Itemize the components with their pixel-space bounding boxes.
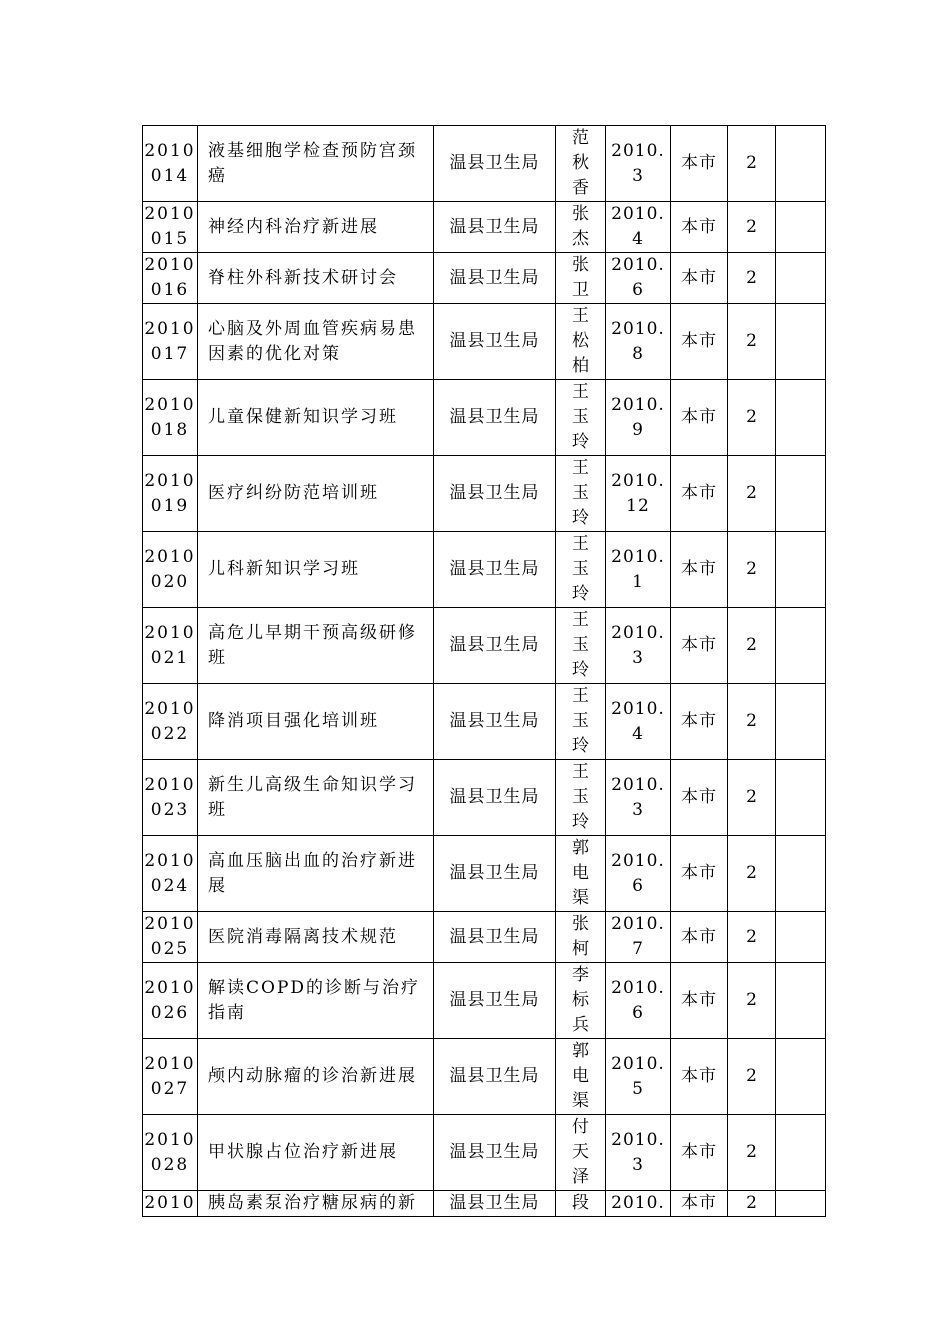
date-month: 4 [632,229,644,249]
date-year: 2010. [611,204,665,224]
project-code-number: 020 [150,571,190,592]
note-cell [776,836,826,912]
scope-cell [671,836,728,912]
project-code-year: 2010 [144,1053,196,1074]
credit-value: 2 [746,926,757,947]
lead-person-name: 段 [572,1193,589,1213]
organizer-name: 温县卫生局 [449,483,540,503]
project-title-cell [198,304,434,380]
organizer-name: 温县卫生局 [449,153,540,173]
credit-cell [728,836,776,912]
project-code-number: 017 [150,343,190,364]
organizer-cell [434,1039,556,1115]
organizer-cell [434,684,556,760]
date-year: 2010. [611,318,665,339]
credit-cell [728,912,776,963]
note-cell [776,1039,826,1115]
scope-text: 本市 [681,711,717,731]
lead-person-cell [556,963,606,1039]
organizer-name: 温县卫生局 [449,926,540,947]
project-code-cell [143,963,198,1039]
scope-text: 本市 [681,267,717,288]
lead-person-name: 郭电渠 [572,1041,589,1111]
scope-text: 本市 [681,990,717,1010]
organizer-cell [434,1115,556,1191]
organizer-cell [434,532,556,608]
date-year: 2010. [611,255,665,275]
date-cell [606,608,671,684]
project-code-number: 014 [150,165,190,186]
lead-person-name: 王玉玲 [572,762,589,832]
project-code-cell [143,1115,198,1191]
lead-person-name: 王玉玲 [572,686,589,756]
date-month: 6 [632,1002,644,1023]
lead-person-name: 李标兵 [572,965,589,1035]
table-row [143,963,826,1039]
table-row [143,1191,826,1217]
lead-person-name: 王玉玲 [572,534,589,604]
credit-value: 2 [746,1066,757,1086]
note-cell [776,202,826,253]
date-year: 2010. [611,914,665,934]
scope-cell [671,304,728,380]
lead-person-name: 张杰 [572,204,589,249]
date-cell [606,1191,671,1217]
table-row [143,253,826,304]
note-cell [776,1191,826,1217]
lead-person-cell [556,684,606,760]
scope-text: 本市 [681,863,717,883]
lead-person-name: 付天泽 [572,1117,589,1187]
date-month: 4 [632,723,644,744]
scope-text: 本市 [681,787,717,807]
date-cell [606,1039,671,1115]
credit-value: 2 [746,407,757,427]
lead-person-cell [556,202,606,253]
project-title-cell [198,456,434,532]
scope-text: 本市 [681,407,717,427]
project-code-year: 2010 [144,394,196,415]
credit-cell [728,456,776,532]
lead-person-name: 张柯 [572,914,589,959]
lead-person-cell [556,1191,606,1217]
organizer-cell [434,760,556,836]
project-title: 胰岛素泵治疗糖尿病的新 [208,1193,417,1213]
date-month: 6 [632,875,644,896]
project-code-number: 026 [150,1002,190,1023]
project-code-cell [143,532,198,608]
project-code-year: 2010 [144,1193,196,1213]
credit-cell [728,684,776,760]
project-code-year: 2010 [144,850,196,871]
project-code-year: 2010 [144,318,196,339]
project-title: 高血压脑出血的治疗新进展 [208,850,417,896]
date-cell [606,532,671,608]
note-cell [776,456,826,532]
date-month: 12 [626,495,650,516]
project-code-cell [143,456,198,532]
credit-value: 2 [746,483,757,503]
lead-person-cell [556,1115,606,1191]
organizer-name: 温县卫生局 [449,1193,540,1213]
project-code-year: 2010 [144,255,196,275]
date-cell [606,304,671,380]
table-row [143,202,826,253]
project-title-cell [198,608,434,684]
table-row [143,456,826,532]
credit-value: 2 [746,990,757,1010]
note-cell [776,253,826,304]
scope-text: 本市 [681,1066,717,1086]
project-code-year: 2010 [144,1129,196,1150]
credit-cell [728,304,776,380]
project-title: 心脑及外周血管疾病易患因素的优化对策 [208,318,417,364]
project-code-number: 022 [150,723,190,744]
date-month: 5 [632,1078,644,1099]
date-cell [606,836,671,912]
project-title-cell [198,1115,434,1191]
project-code-year: 2010 [144,774,196,795]
lead-person-name: 王松柏 [572,306,589,376]
table-row [143,684,826,760]
date-month: 6 [632,280,644,300]
credit-cell [728,126,776,202]
organizer-name: 温县卫生局 [449,863,540,883]
project-code-cell [143,1191,198,1217]
project-title: 降消项目强化培训班 [208,711,379,731]
project-title-cell [198,760,434,836]
project-code-year: 2010 [144,204,196,224]
project-title: 儿童保健新知识学习班 [208,407,398,427]
scope-cell [671,202,728,253]
credit-value: 2 [746,559,757,579]
project-code-year: 2010 [144,470,196,491]
table-body [143,126,826,1217]
credit-cell [728,760,776,836]
date-cell [606,963,671,1039]
project-code-number: 028 [150,1154,190,1175]
organizer-name: 温县卫生局 [449,990,540,1010]
credit-value: 2 [746,153,757,173]
credit-cell [728,963,776,1039]
date-month: 9 [632,419,644,440]
credit-value: 2 [746,331,757,351]
lead-person-cell [556,912,606,963]
organizer-cell [434,836,556,912]
project-code-year: 2010 [144,546,196,567]
date-cell [606,456,671,532]
project-code-year: 2010 [144,914,196,934]
project-code-cell [143,760,198,836]
scope-text: 本市 [681,331,717,351]
date-month: 3 [632,799,644,820]
organizer-cell [434,608,556,684]
credit-cell [728,1191,776,1217]
scope-text: 本市 [681,559,717,579]
project-code-cell [143,1039,198,1115]
date-year: 2010. [611,546,665,567]
project-code-number: 019 [150,495,190,516]
project-title-cell [198,532,434,608]
scope-cell [671,253,728,304]
project-code-number: 021 [150,647,190,668]
credit-value: 2 [746,1142,757,1162]
project-code-cell [143,608,198,684]
project-code-year: 2010 [144,977,196,998]
scope-cell [671,760,728,836]
project-title-cell [198,836,434,912]
organizer-cell [434,912,556,963]
project-title: 医疗纠纷防范培训班 [208,483,379,503]
organizer-cell [434,456,556,532]
scope-cell [671,532,728,608]
credit-cell [728,202,776,253]
date-year: 2010. [611,394,665,415]
project-code-year: 2010 [144,698,196,719]
date-year: 2010. [611,470,665,491]
note-cell [776,608,826,684]
scope-text: 本市 [681,483,717,503]
project-code-cell [143,380,198,456]
credit-cell [728,1115,776,1191]
table-row [143,304,826,380]
note-cell [776,760,826,836]
organizer-name: 温县卫生局 [449,407,540,427]
scope-cell [671,963,728,1039]
organizer-cell [434,304,556,380]
credit-cell [728,532,776,608]
date-cell [606,253,671,304]
date-month: 1 [632,571,644,592]
project-code-year: 2010 [144,622,196,643]
date-month: 3 [632,165,644,186]
date-year: 2010. [611,698,665,719]
project-title: 神经内科治疗新进展 [208,216,379,237]
organizer-name: 温县卫生局 [449,635,540,655]
project-code-year: 2010 [144,140,196,161]
organizer-name: 温县卫生局 [449,216,540,237]
scope-cell [671,126,728,202]
organizer-name: 温县卫生局 [449,711,540,731]
table-row [143,1039,826,1115]
scope-cell [671,456,728,532]
organizer-name: 温县卫生局 [449,787,540,807]
project-title-cell [198,1191,434,1217]
lead-person-cell [556,1039,606,1115]
note-cell [776,1115,826,1191]
lead-person-cell [556,760,606,836]
date-cell [606,380,671,456]
credit-value: 2 [746,216,757,237]
organizer-name: 温县卫生局 [449,1066,540,1086]
scope-cell [671,380,728,456]
project-title: 医院消毒隔离技术规范 [208,926,398,947]
credit-cell [728,608,776,684]
project-code-cell [143,202,198,253]
credit-cell [728,253,776,304]
lead-person-name: 王玉玲 [572,458,589,528]
table-row [143,532,826,608]
scope-text: 本市 [681,153,717,173]
date-year: 2010. [611,1129,665,1150]
scope-text: 本市 [681,216,717,237]
table-row [143,126,826,202]
date-year: 2010. [611,977,665,998]
table-row [143,760,826,836]
date-month: 7 [632,939,644,959]
project-title-cell [198,912,434,963]
scope-cell [671,608,728,684]
date-month: 3 [632,1154,644,1175]
organizer-cell [434,380,556,456]
organizer-name: 温县卫生局 [449,331,540,351]
organizer-cell [434,126,556,202]
project-title: 颅内动脉瘤的诊治新进展 [208,1066,417,1086]
lead-person-name: 张卫 [572,255,589,300]
project-code-number: 024 [150,875,190,896]
organizer-cell [434,253,556,304]
credit-cell [728,1039,776,1115]
credit-value: 2 [746,1193,757,1213]
date-cell [606,912,671,963]
project-code-cell [143,836,198,912]
credit-value: 2 [746,863,757,883]
table-row [143,912,826,963]
project-title-cell [198,1039,434,1115]
date-cell [606,1115,671,1191]
training-program-table [142,125,826,1217]
project-code-number: 015 [150,229,190,249]
note-cell [776,380,826,456]
project-code-cell [143,126,198,202]
scope-cell [671,1191,728,1217]
project-title-cell [198,963,434,1039]
note-cell [776,304,826,380]
date-year: 2010. [611,850,665,871]
project-title: 解读COPD的诊断与治疗指南 [208,977,421,1023]
project-title: 新生儿高级生命知识学习班 [208,774,417,820]
lead-person-name: 王玉玲 [572,382,589,452]
lead-person-cell [556,456,606,532]
project-code-number: 027 [150,1078,190,1099]
date-cell [606,684,671,760]
note-cell [776,963,826,1039]
project-title-cell [198,202,434,253]
project-title-cell [198,684,434,760]
project-code-number: 016 [150,280,190,300]
project-code-number: 018 [150,419,190,440]
scope-cell [671,912,728,963]
organizer-cell [434,1191,556,1217]
project-title: 儿科新知识学习班 [208,559,360,579]
table-row [143,608,826,684]
scope-text: 本市 [681,926,717,947]
organizer-name: 温县卫生局 [449,267,540,288]
scope-text: 本市 [681,1193,717,1213]
lead-person-cell [556,608,606,684]
note-cell [776,912,826,963]
lead-person-cell [556,126,606,202]
organizer-cell [434,963,556,1039]
project-title: 脊柱外科新技术研讨会 [208,267,398,288]
project-code-cell [143,684,198,760]
credit-value: 2 [746,635,757,655]
lead-person-cell [556,304,606,380]
date-year: 2010. [611,622,665,643]
date-month: 8 [632,343,644,364]
date-cell [606,760,671,836]
project-code-cell [143,253,198,304]
project-code-cell [143,304,198,380]
credit-value: 2 [746,787,757,807]
scope-text: 本市 [681,1142,717,1162]
lead-person-cell [556,380,606,456]
date-month: 3 [632,647,644,668]
date-year: 2010. [611,140,665,161]
scope-text: 本市 [681,635,717,655]
table-row [143,1115,826,1191]
note-cell [776,532,826,608]
project-title-cell [198,380,434,456]
project-title: 液基细胞学检查预防宫颈癌 [208,140,417,186]
credit-value: 2 [746,711,757,731]
credit-value: 2 [746,267,757,288]
date-year: 2010. [611,1053,665,1074]
date-year: 2010. [611,774,665,795]
organizer-name: 温县卫生局 [449,1142,540,1162]
scope-cell [671,1115,728,1191]
date-cell [606,126,671,202]
organizer-cell [434,202,556,253]
note-cell [776,684,826,760]
date-year: 2010. [611,1193,665,1213]
organizer-name: 温县卫生局 [449,559,540,579]
lead-person-name: 郭电渠 [572,838,589,908]
lead-person-name: 王玉玲 [572,610,589,680]
lead-person-cell [556,532,606,608]
project-code-cell [143,912,198,963]
note-cell [776,126,826,202]
lead-person-name: 范秋香 [572,128,589,198]
project-title-cell [198,253,434,304]
lead-person-cell [556,253,606,304]
project-code-number: 023 [150,799,190,820]
project-title: 高危儿早期干预高级研修班 [208,622,417,668]
scope-cell [671,1039,728,1115]
credit-cell [728,380,776,456]
project-title-cell [198,126,434,202]
project-code-number: 025 [150,939,190,959]
scope-cell [671,684,728,760]
date-cell [606,202,671,253]
project-title: 甲状腺占位治疗新进展 [208,1142,398,1162]
table-row [143,380,826,456]
lead-person-cell [556,836,606,912]
table-row [143,836,826,912]
